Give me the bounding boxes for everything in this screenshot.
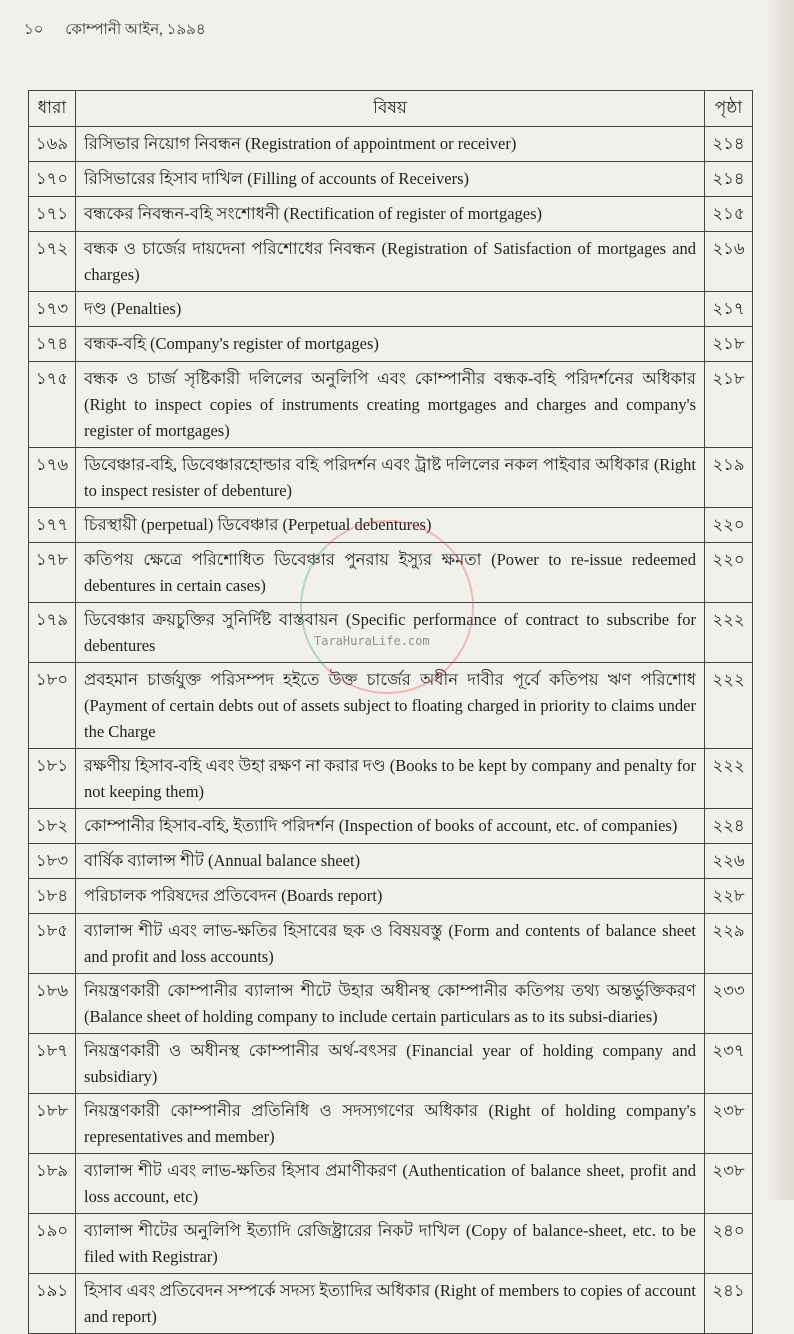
section-number: ১৭৫ (29, 362, 76, 448)
page-reference: ২৩৭ (705, 1034, 753, 1094)
section-subject: বন্ধক ও চার্জ সৃষ্টিকারী দলিলের অনুলিপি এবং কোম্পানীর বন্ধক-বহি পরিদর্শনের অধিকার (Right to inspect copies of instruments creating mortgages and charges and company's register of mortgages) (76, 362, 705, 448)
page-edge-shadow (764, 0, 794, 1200)
section-number: ১৮২ (29, 809, 76, 844)
table-row (29, 162, 753, 197)
page-reference: ২৪০ (705, 1214, 753, 1274)
table-row (29, 362, 753, 448)
page-reference: ২২০ (705, 508, 753, 543)
page-reference: ২১৫ (705, 197, 753, 232)
page-reference: ২২২ (705, 749, 753, 809)
table-row (29, 663, 753, 749)
section-number: ১৭২ (29, 232, 76, 292)
section-number: ১৭৯ (29, 603, 76, 663)
table-row (29, 508, 753, 543)
page-reference: ২২২ (705, 663, 753, 749)
contents-table (28, 90, 753, 1334)
section-subject: ব্যালান্স শীট এবং লাভ-ক্ষতির হিসাবের ছক ও বিষয়বস্তু (Form and contents of balance sheet and profit and loss accounts) (76, 914, 705, 974)
table-row (29, 914, 753, 974)
section-subject: কোম্পানীর হিসাব-বহি, ইত্যাদি পরিদর্শন (Inspection of books of account, etc. of companies) (76, 809, 705, 844)
section-number: ১৮৫ (29, 914, 76, 974)
page-number: ১০ (24, 22, 44, 38)
section-number: ১৭১ (29, 197, 76, 232)
section-subject: বন্ধকের নিবন্ধন-বহি সংশোধনী (Rectification of register of mortgages) (76, 197, 705, 232)
table-row (29, 1274, 753, 1334)
section-subject: দণ্ড (Penalties) (76, 292, 705, 327)
table-row (29, 844, 753, 879)
page-reference: ২২৯ (705, 914, 753, 974)
section-subject: ব্যালান্স শীটের অনুলিপি ইত্যাদি রেজিষ্ট্রারের নিকট দাখিল (Copy of balance-sheet, etc. to be filed with Registrar) (76, 1214, 705, 1274)
table-row (29, 1094, 753, 1154)
page-reference: ২১৬ (705, 232, 753, 292)
section-subject: কতিপয় ক্ষেত্রে পরিশোধিত ডিবেঞ্চার পুনরায় ইস্যুর ক্ষমতা (Power to re-issue redeemed debentures in certain cases) (76, 543, 705, 603)
table-row (29, 749, 753, 809)
section-subject: বন্ধক ও চার্জের দায়দেনা পরিশোধের নিবন্ধন (Registration of Satisfaction of mortgages and charges) (76, 232, 705, 292)
page-reference: ২১৪ (705, 127, 753, 162)
section-subject: পরিচালক পরিষদের প্রতিবেদন (Boards report) (76, 879, 705, 914)
table-row (29, 232, 753, 292)
table-row (29, 603, 753, 663)
table-row (29, 448, 753, 508)
section-number: ১৮০ (29, 663, 76, 749)
table-row (29, 974, 753, 1034)
table-row (29, 1154, 753, 1214)
section-subject: ডিবেঞ্চার-বহি, ডিবেঞ্চারহোল্ডার বহি পরিদর্শন এবং ট্রাষ্ট দলিলের নকল পাইবার অধিকার (Right to inspect resister of debenture) (76, 448, 705, 508)
table-row (29, 327, 753, 362)
section-subject: বার্ষিক ব্যালান্স শীট (Annual balance sheet) (76, 844, 705, 879)
section-number: ১৭৪ (29, 327, 76, 362)
table-row (29, 127, 753, 162)
book-title: কোম্পানী আইন, ১৯৯৪ (65, 22, 206, 38)
page-reference: ২৩৮ (705, 1154, 753, 1214)
section-subject: রক্ষণীয় হিসাব-বহি এবং উহা রক্ষণ না করার দণ্ড (Books to be kept by company and penalty for not keeping them) (76, 749, 705, 809)
table-row (29, 809, 753, 844)
section-number: ১৮৭ (29, 1034, 76, 1094)
page-reference: ২২৪ (705, 809, 753, 844)
section-number: ১৬৯ (29, 127, 76, 162)
page-reference: ২২৬ (705, 844, 753, 879)
page-reference: ২৪১ (705, 1274, 753, 1334)
section-number: ১৭৮ (29, 543, 76, 603)
header-subject: বিষয় (76, 91, 705, 127)
section-subject: রিসিভারের হিসাব দাখিল (Filling of accounts of Receivers) (76, 162, 705, 197)
section-subject: প্রবহমান চার্জযুক্ত পরিসম্পদ হইতে উক্ত চার্জের অধীন দাবীর পূর্বে কতিপয় ঋণ পরিশোধ (Payment of certain debts out of assets subject to floating charged in priority to claims under the Charge (76, 663, 705, 749)
running-head (24, 18, 206, 43)
section-subject: চিরস্থায়ী (perpetual) ডিবেঞ্চার (Perpetual debentures) (76, 508, 705, 543)
section-number: ১৮৯ (29, 1154, 76, 1214)
page-reference: ২৩৩ (705, 974, 753, 1034)
section-subject: নিয়ন্ত্রণকারী কোম্পানীর ব্যালান্স শীটে উহার অধীনস্থ কোম্পানীর কতিপয় তথ্য অন্তর্ভুক্তিকরণ (Balance sheet of holding company to include certain particulars as to its subsi-diaries) (76, 974, 705, 1034)
page-reference: ২২৮ (705, 879, 753, 914)
section-number: ১৭৭ (29, 508, 76, 543)
page-reference: ২২২ (705, 603, 753, 663)
section-number: ১৯১ (29, 1274, 76, 1334)
page-reference: ২১৮ (705, 327, 753, 362)
section-number: ১৮৪ (29, 879, 76, 914)
section-number: ১৮৮ (29, 1094, 76, 1154)
section-subject: নিয়ন্ত্রণকারী ও অধীনস্থ কোম্পানীর অর্থ-বৎসর (Financial year of holding company and subsidiary) (76, 1034, 705, 1094)
table-row (29, 1214, 753, 1274)
section-subject: নিয়ন্ত্রণকারী কোম্পানীর প্রতিনিধি ও সদস্যগণের অধিকার (Right of holding company's representatives and member) (76, 1094, 705, 1154)
section-subject: ডিবেঞ্চার ক্রয়চুক্তির সুনির্দিষ্ট বাস্তবায়ন (Specific performance of contract to subscribe for debentures (76, 603, 705, 663)
table-row (29, 543, 753, 603)
section-subject: রিসিভার নিয়োগ নিবন্ধন (Registration of appointment or receiver) (76, 127, 705, 162)
section-number: ১৭৬ (29, 448, 76, 508)
section-number: ১৭৩ (29, 292, 76, 327)
table-row (29, 879, 753, 914)
section-subject: হিসাব এবং প্রতিবেদন সম্পর্কে সদস্য ইত্যাদির অধিকার (Right of members to copies of account and report) (76, 1274, 705, 1334)
page-reference: ২২০ (705, 543, 753, 603)
table-header-row (29, 91, 753, 127)
section-subject: ব্যালান্স শীট এবং লাভ-ক্ষতির হিসাব প্রমাণীকরণ (Authentication of balance sheet, profit and loss account, etc) (76, 1154, 705, 1214)
page-reference: ২১৯ (705, 448, 753, 508)
section-number: ১৮৬ (29, 974, 76, 1034)
page-reference: ২১৪ (705, 162, 753, 197)
section-number: ১৯০ (29, 1214, 76, 1274)
section-number: ১৭০ (29, 162, 76, 197)
section-number: ১৮১ (29, 749, 76, 809)
section-subject: বন্ধক-বহি (Company's register of mortgages) (76, 327, 705, 362)
section-number: ১৮৩ (29, 844, 76, 879)
table-row (29, 292, 753, 327)
table-row (29, 197, 753, 232)
header-section: ধারা (29, 91, 76, 127)
page-reference: ২১৭ (705, 292, 753, 327)
table-row (29, 1034, 753, 1094)
page-reference: ২১৮ (705, 362, 753, 448)
page-reference: ২৩৮ (705, 1094, 753, 1154)
header-page: পৃষ্ঠা (705, 91, 753, 127)
watermark-text: TaraHuraLife.com (314, 634, 430, 648)
